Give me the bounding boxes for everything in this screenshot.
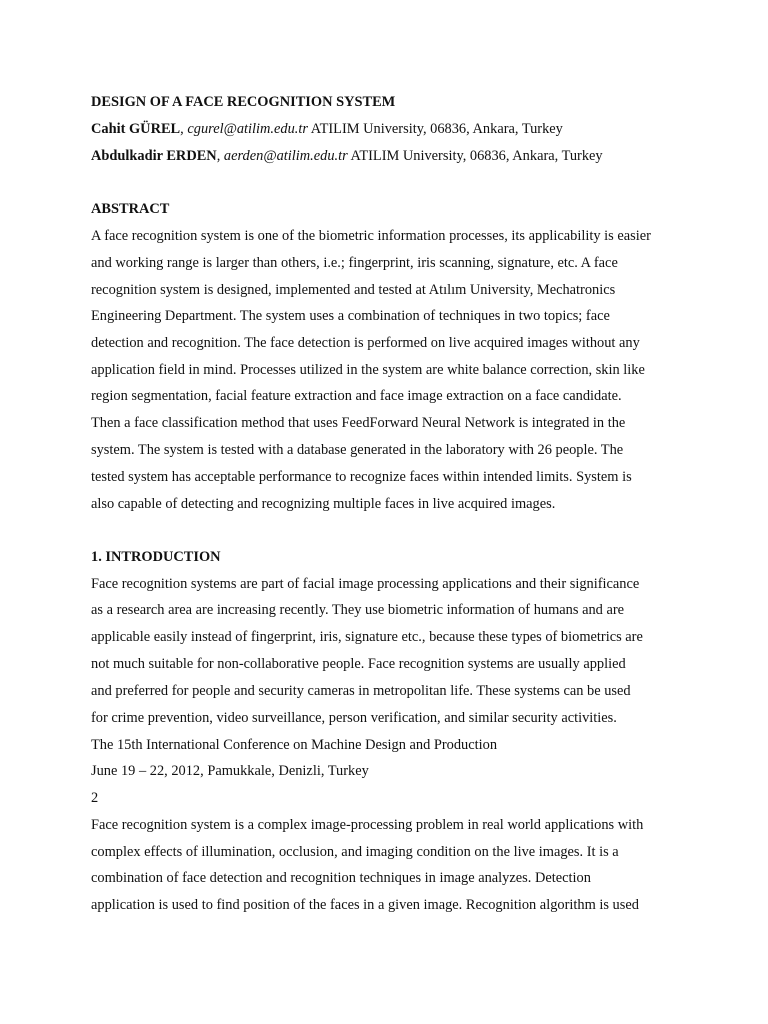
body-line: Face recognition system is a complex image-processing problem in real world applications with — [91, 817, 644, 833]
author-line-2 — [91, 147, 603, 165]
intro-line: as a research area are increasing recently. They use biometric information of humans and are — [91, 602, 625, 618]
author-separator: , — [180, 121, 188, 137]
intro-line: Face recognition systems are part of facial image processing applications and their significance — [91, 576, 640, 592]
body-line: complex effects of illumination, occlusion, and imaging condition on the live images. It is a — [91, 844, 619, 860]
conference-date-place: June 19 – 22, 2012, Pamukkale, Denizli, Turkey — [91, 763, 369, 779]
author-affiliation: ATILIM University, 06836, Ankara, Turkey — [307, 121, 563, 137]
abstract-line: and working range is larger than others, i.e.; fingerprint, iris scanning, signature, etc. A face — [91, 255, 618, 271]
abstract-line: also capable of detecting and recognizing multiple faces in live acquired images. — [91, 496, 556, 512]
abstract-line: A face recognition system is one of the biometric information processes, its applicability is easier — [91, 228, 651, 244]
author-separator: , — [216, 148, 224, 164]
conference-footer: The 15th International Conference on Machine Design and Production — [91, 737, 498, 753]
introduction-heading: 1. INTRODUCTION — [91, 549, 221, 565]
paper-title: DESIGN OF A FACE RECOGNITION SYSTEM — [91, 94, 396, 110]
abstract-line: region segmentation, facial feature extraction and face image extraction on a face candidate. — [91, 388, 622, 404]
intro-line: and preferred for people and security cameras in metropolitan life. These systems can be used — [91, 683, 631, 699]
intro-line: applicable easily instead of fingerprint, iris, signature etc., because these types of biometrics are — [91, 629, 643, 645]
abstract-heading: ABSTRACT — [91, 201, 170, 217]
author-name: Cahit GÜREL — [91, 121, 181, 137]
abstract-line: application field in mind. Processes utilized in the system are white balance correction, skin like — [91, 362, 645, 378]
abstract-line: Then a face classification method that uses FeedForward Neural Network is integrated in the — [91, 415, 626, 431]
abstract-line: Engineering Department. The system uses a combination of techniques in two topics; face — [91, 308, 610, 324]
body-line: application is used to find position of the faces in a given image. Recognition algorithm is used — [91, 897, 639, 913]
author-email[interactable]: aerden@atilim.edu.tr — [223, 148, 348, 164]
abstract-line: recognition system is designed, implemented and tested at Atılım University, Mechatronics — [91, 282, 616, 298]
intro-line: for crime prevention, video surveillance, person verification, and similar security activities. — [91, 710, 617, 726]
author-name: Abdulkadir ERDEN — [91, 148, 217, 164]
abstract-line: detection and recognition. The face detection is performed on live acquired images without any — [91, 335, 640, 351]
abstract-line: tested system has acceptable performance to recognize faces within intended limits. System is — [91, 469, 632, 485]
author-affiliation: ATILIM University, 06836, Ankara, Turkey — [347, 148, 603, 164]
abstract-line: system. The system is tested with a database generated in the laboratory with 26 people. The — [91, 442, 624, 458]
author-email[interactable]: cgurel@atilim.edu.tr — [187, 121, 308, 137]
intro-line: not much suitable for non-collaborative people. Face recognition systems are usually applied — [91, 656, 626, 672]
page-number: 2 — [91, 790, 99, 806]
author-line-1 — [91, 120, 563, 138]
body-line: combination of face detection and recognition techniques in image analyzes. Detection — [91, 870, 591, 886]
